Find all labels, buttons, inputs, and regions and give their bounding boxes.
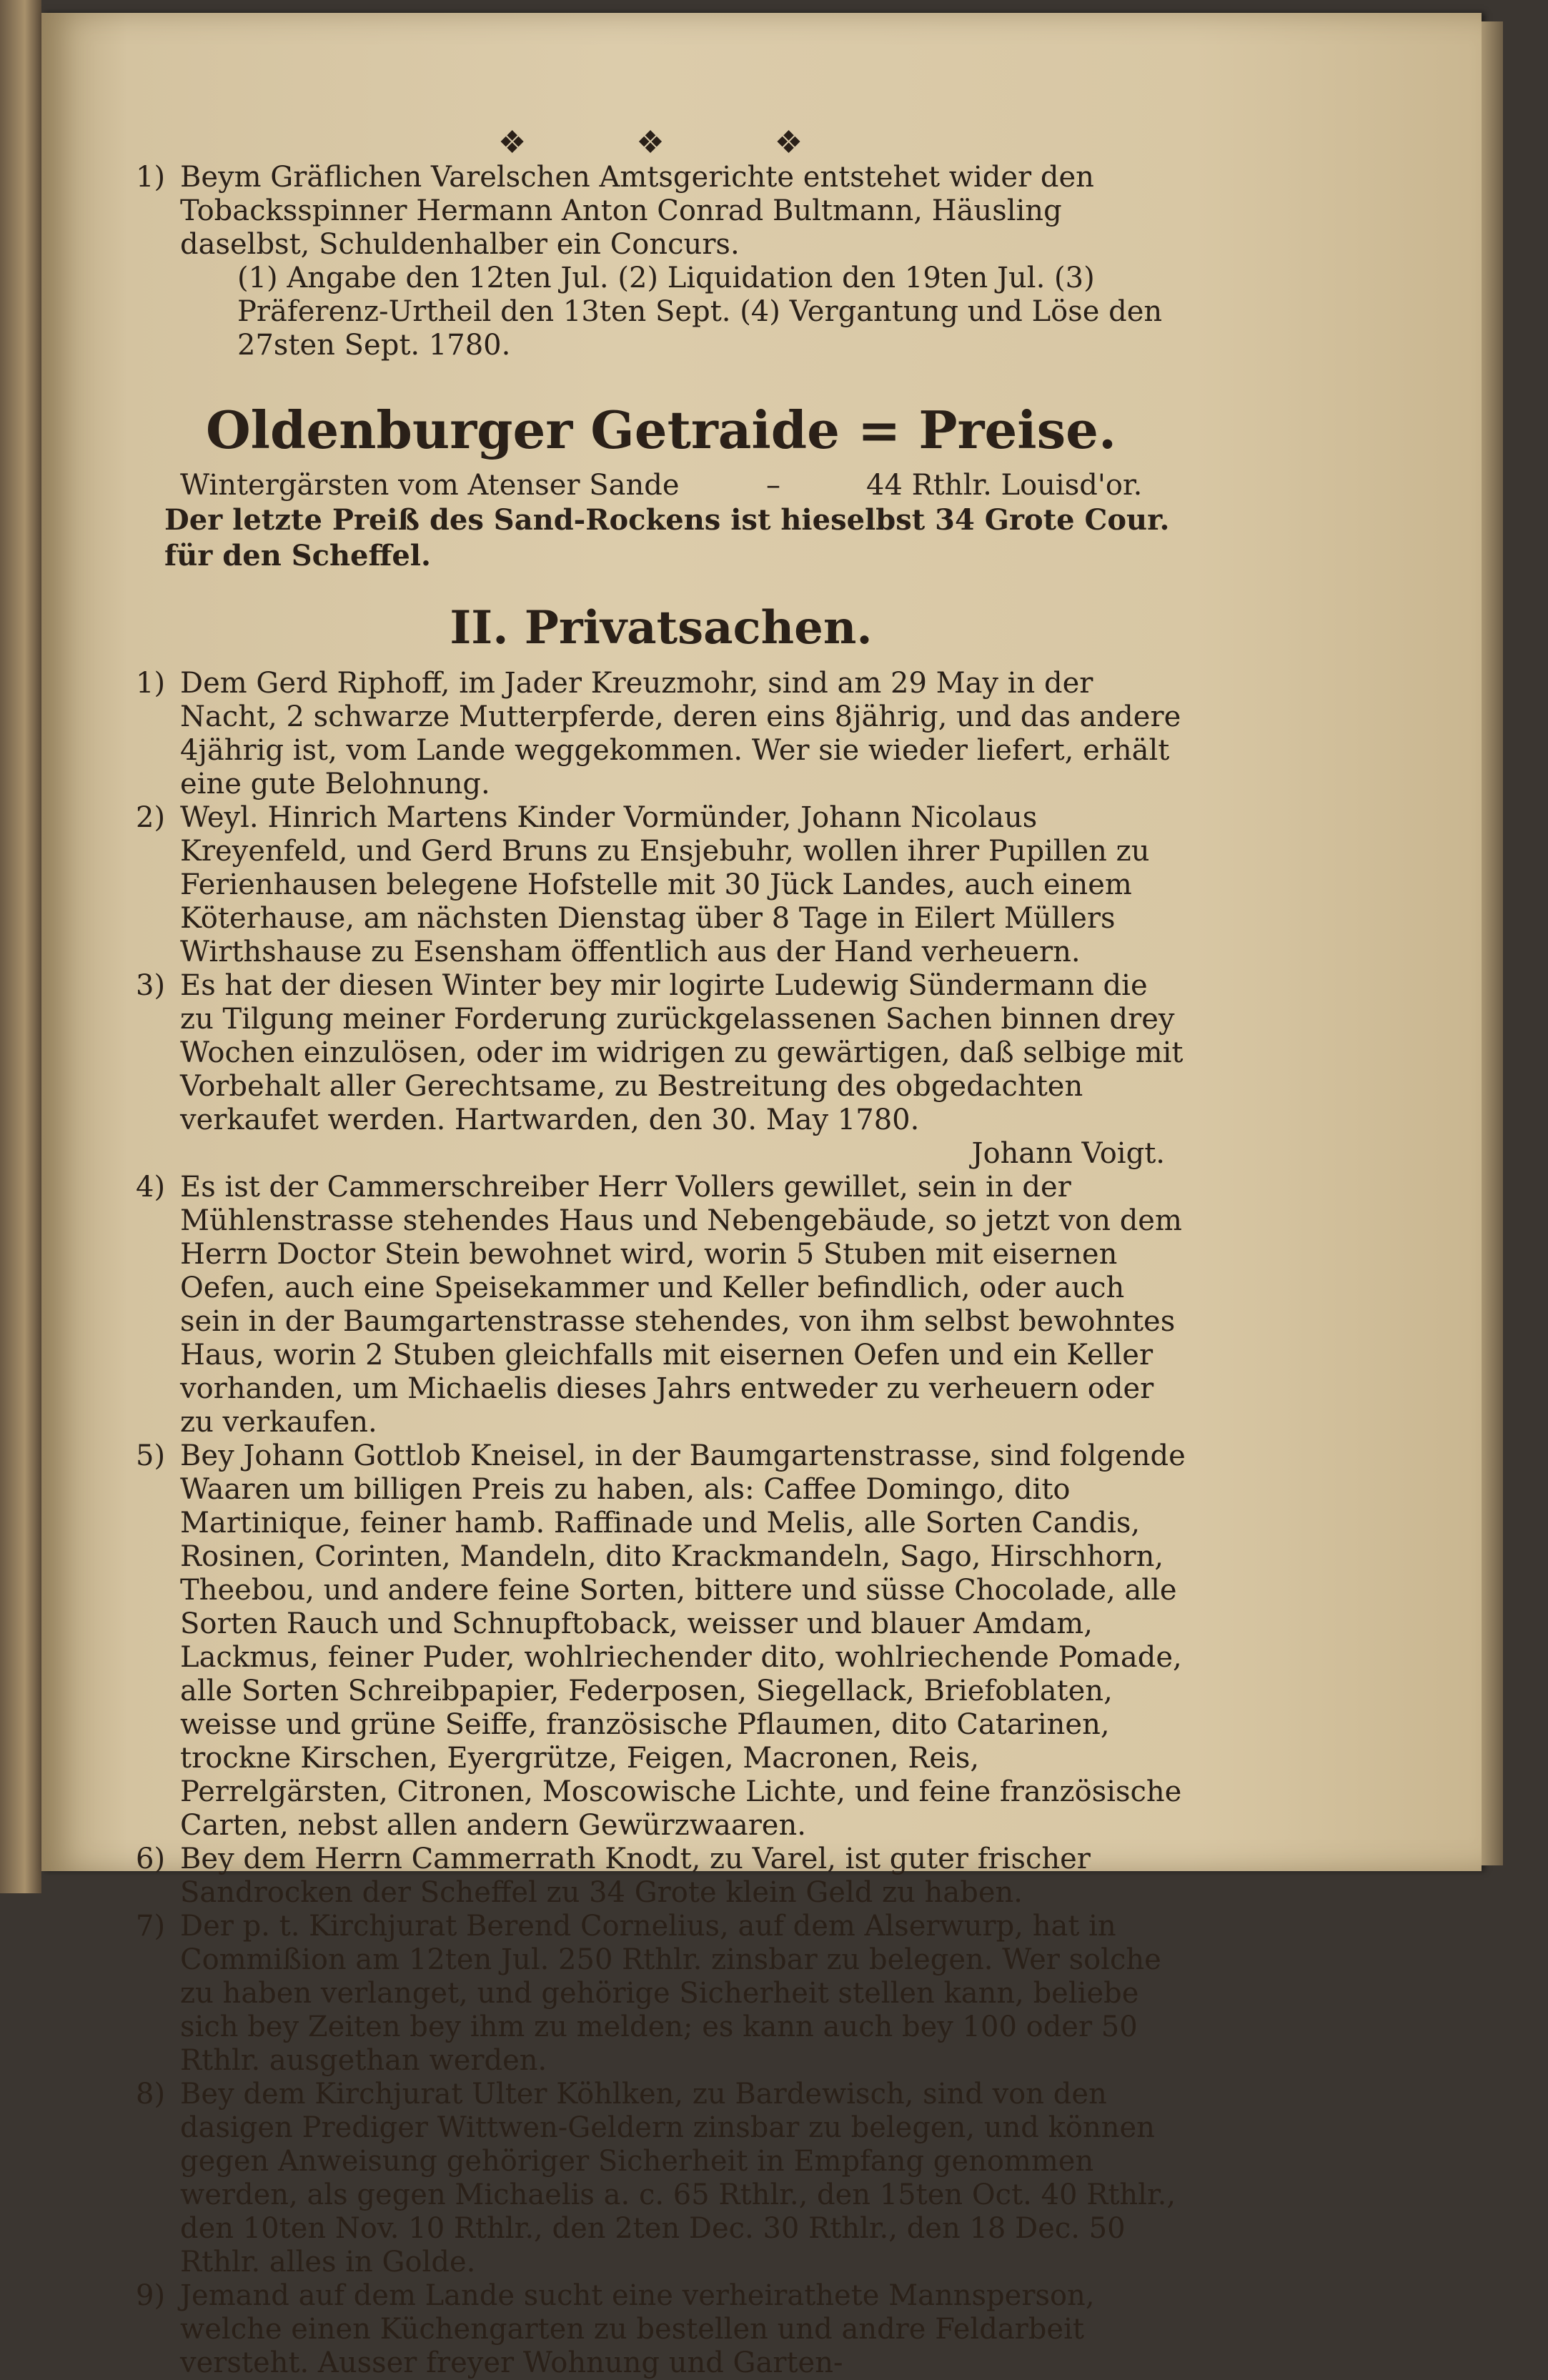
entry-number: 7) xyxy=(136,1910,166,1943)
list-item xyxy=(136,667,1186,801)
list-item xyxy=(136,801,1186,969)
entry-text: Dem Gerd Riphoff, im Jader Kreuzmohr, sind am 29 May in der Nacht, 2 schwarze Mutterpferde, deren eins 8jährig, und das andere 4jährig ist, vom Lande weggekommen. Wer sie wieder liefert, erhält eine gute Belohnung. xyxy=(180,667,1181,800)
price-row xyxy=(136,468,1186,502)
entry-number: 6) xyxy=(136,1843,166,1875)
price-value: 44 Rthlr. Louisd'or. xyxy=(866,469,1143,502)
list-item xyxy=(136,1439,1186,1843)
last-price-note: Der letzte Preiß des Sand-Rockens ist hieselbst 34 Grote Cour. für den Scheffel. xyxy=(164,503,1170,572)
entry-text: Es ist der Cammerschreiber Herr Vollers gewillet, sein in der Mühlenstrasse stehendes Haus und Nebengebäude, so jetzt von dem Herrn Doctor Stein bewohnet wird, worin 5 Stuben mit eisernen Oefen, auch eine Speisekammer und Keller befindlich, oder auch sein in der Baumgartenstrasse stehendes, von ihm selbst bewohntes Haus, worin 2 Stuben gleichfalls mit eisernen Oefen und ein Keller vorhanden, um Michaelis dieses Jahrs entweder zu verheuern oder zu verkaufen. xyxy=(180,1171,1182,1439)
entry-number: 8) xyxy=(136,2078,166,2111)
entry-number: 1) xyxy=(136,667,166,700)
previous-page-edge xyxy=(0,0,41,1893)
price-dash: – xyxy=(766,469,780,502)
notice-dates: (1) Angabe den 12ten Jul. (2) Liquidation den 19ten Jul. (3) Präferenz-Urtheil den 13ten Sept. (4) Vergantung und Löse den 27sten Sept. 1780. xyxy=(237,262,1163,362)
entry-number: 1) xyxy=(136,161,166,194)
entry-number: 3) xyxy=(136,969,166,1002)
header-ornament: ❖ ❖ ❖ xyxy=(497,124,853,161)
entry-number: 9) xyxy=(136,2279,166,2312)
signature: Johann Voigt. xyxy=(971,1137,1165,1170)
entry-text: Bey dem Herrn Cammerrath Knodt, zu Varel, ist guter frischer Sandrocken der Scheffel zu 34 Grote klein Geld zu haben. xyxy=(180,1843,1091,1909)
list-item xyxy=(136,2078,1186,2279)
entry-number: 5) xyxy=(136,1439,166,1472)
entry-number: 4) xyxy=(136,1171,166,1204)
list-item xyxy=(136,1171,1186,1439)
entry-text: Bey dem Kirchjurat Ulter Köhlken, zu Bardewisch, sind von den dasigen Prediger Wittwen-Geldern zinsbar zu belegen, und können gegen Anweisung gehöriger Sicherheit in Empfang genommen werden, als gegen Michaelis a. c. 65 Rthlr., den 15ten Oct. 40 Rthlr., den 10ten Nov. 10 Rthlr., den 2ten Dec. 30 Rthlr., den 18 Dec. 50 Rthlr. alles in Golde. xyxy=(180,2078,1176,2279)
price-item: Wintergärsten vom Atenser Sande xyxy=(180,469,680,502)
private-notices xyxy=(136,667,1186,2380)
page-stack-edge xyxy=(1482,21,1503,1865)
list-item xyxy=(136,1910,1186,2078)
prices-title: Oldenburger Getraide = Preise. xyxy=(205,400,1117,460)
entry-text: Es hat der diesen Winter bey mir logirte Ludewig Sündermann die zu Tilgung meiner Forderung zurückgelassenen Sachen binnen drey Wochen einzulösen, oder im widrigen zu gewärtigen, daß selbige mit Vorbehalt aller Gerechtsame, zu Bestreitung des obgedachten verkaufet werden. Hartwarden, den 30. May 1780. xyxy=(180,969,1184,1136)
notice-text: Beym Gräflichen Varelschen Amtsgerichte entstehet wider den Tobacksspinner Hermann Anton Conrad Bultmann, Häusling daselbst, Schuldenhalber ein Concurs. xyxy=(180,161,1094,261)
entry-text: Weyl. Hinrich Martens Kinder Vormünder, Johann Nicolaus Kreyenfeld, und Gerd Bruns zu Ensjebuhr, wollen ihrer Pupillen zu Ferienhausen belegene Hofstelle mit 30 Jück Landes, auch einem Köterhause, am nächsten Dienstag über 8 Tage in Eilert Müllers Wirthshause zu Esensham öffentlich aus der Hand verheuern. xyxy=(180,801,1150,968)
notice-entry xyxy=(136,161,1186,362)
section-title: II. Privatsachen. xyxy=(450,601,873,655)
list-item xyxy=(136,969,1186,1171)
list-item xyxy=(136,1843,1186,1910)
entry-text: Der p. t. Kirchjurat Berend Cornelius, auf dem Alserwurp, hat in Commißion am 12ten Jul. 250 Rthlr. zinsbar zu belegen. Wer solche zu haben verlanget, und gehörige Sicherheit stellen kann, beliebe sich bey Zeiten bey ihm zu melden; es kann auch bey 100 oder 50 Rthlr. ausgethan werden. xyxy=(180,1910,1161,2077)
page-content xyxy=(136,125,1186,2380)
entry-number: 2) xyxy=(136,801,166,834)
entry-text: Jemand auf dem Lande sucht eine verheirathete Mannsperson, welche einen Küchengarten zu bestellen und andre Feldarbeit versteht. Ausser freyer Wohnung und Garten- xyxy=(180,2279,1095,2379)
list-item xyxy=(136,2279,1186,2380)
entry-text: Bey Johann Gottlob Kneisel, in der Baumgartenstrasse, sind folgende Waaren um billigen Preis zu haben, als: Caffee Domingo, dito Martinique, feiner hamb. Raffinade und Melis, alle Sorten Candis, Rosinen, Corinten, Mandeln, dito Krackmandeln, Sago, Hirschhorn, Theebou, und andere feine Sorten, bittere und süsse Chocolade, alle Sorten Rauch und Schnupftoback, weisser und blauer Amdam, Lackmus, feiner Puder, wohlriechender dito, wohlriechende Pomade, alle Sorten Schreibpapier, Federposen, Siegellack, Briefoblaten, weisse und grüne Seiffe, französische Pflaumen, dito Catarinen, trockne Kirschen, Eyergrütze, Feigen, Macronen, Reis, Perrelgärsten, Citronen, Moscowische Lichte, und feine französische Carten, nebst allen andern Gewürzwaaren. xyxy=(180,1439,1186,1842)
